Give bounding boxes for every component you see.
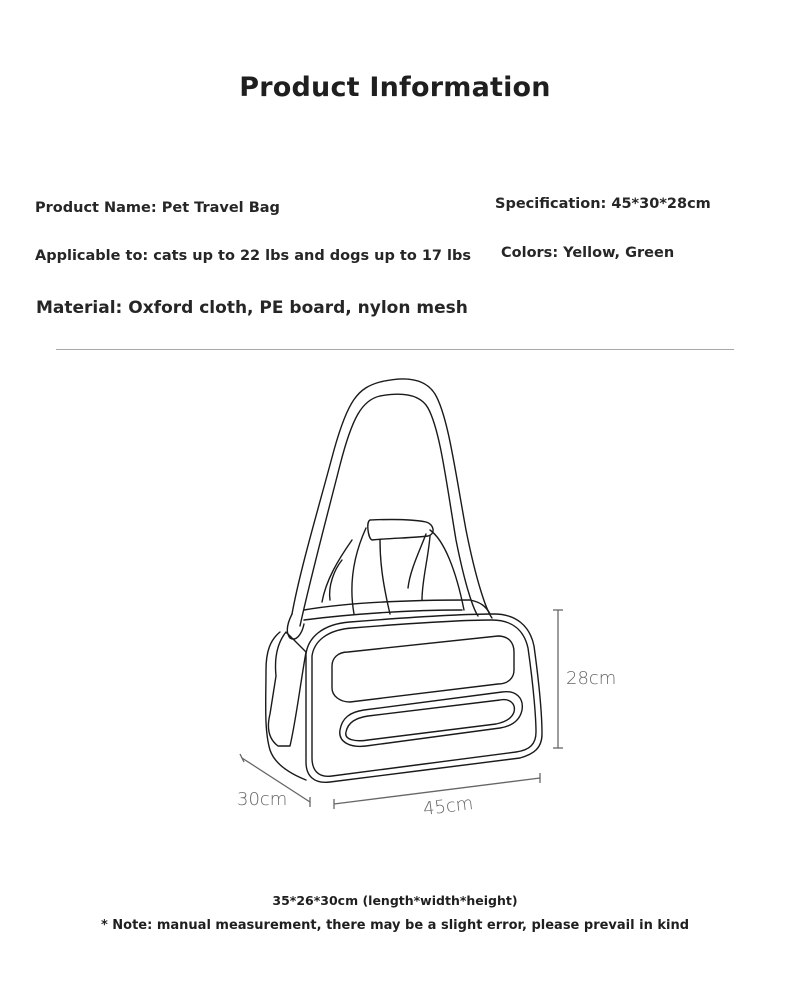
product-name: Product Name: Pet Travel Bag xyxy=(35,200,280,216)
page-title: Product Information xyxy=(239,72,551,103)
bag-illustration xyxy=(266,379,542,782)
bag-dimension-diagram xyxy=(230,370,630,830)
divider xyxy=(56,349,734,350)
dimensions-note: 35*26*30cm (length*width*height) xyxy=(272,893,518,908)
shoulder-strap xyxy=(292,379,492,618)
specification: Specification: 45*30*28cm xyxy=(495,196,711,212)
material: Material: Oxford cloth, PE board, nylon mesh xyxy=(36,298,468,318)
length-label: 45cm xyxy=(421,793,475,820)
applicable-to: Applicable to: cats up to 22 lbs and dogs up to 17 lbs xyxy=(35,248,472,264)
mesh-window-upper xyxy=(332,636,514,702)
colors: Colors: Yellow, Green xyxy=(501,245,675,261)
height-label: 28cm xyxy=(566,668,617,689)
front-panel xyxy=(306,614,542,782)
handle-grip xyxy=(368,520,433,541)
measurement-note: * Note: manual measurement, there may be a slight error, please prevail in kind xyxy=(100,918,690,933)
handle-strap xyxy=(352,528,390,614)
depth-label: 30cm xyxy=(237,789,288,810)
